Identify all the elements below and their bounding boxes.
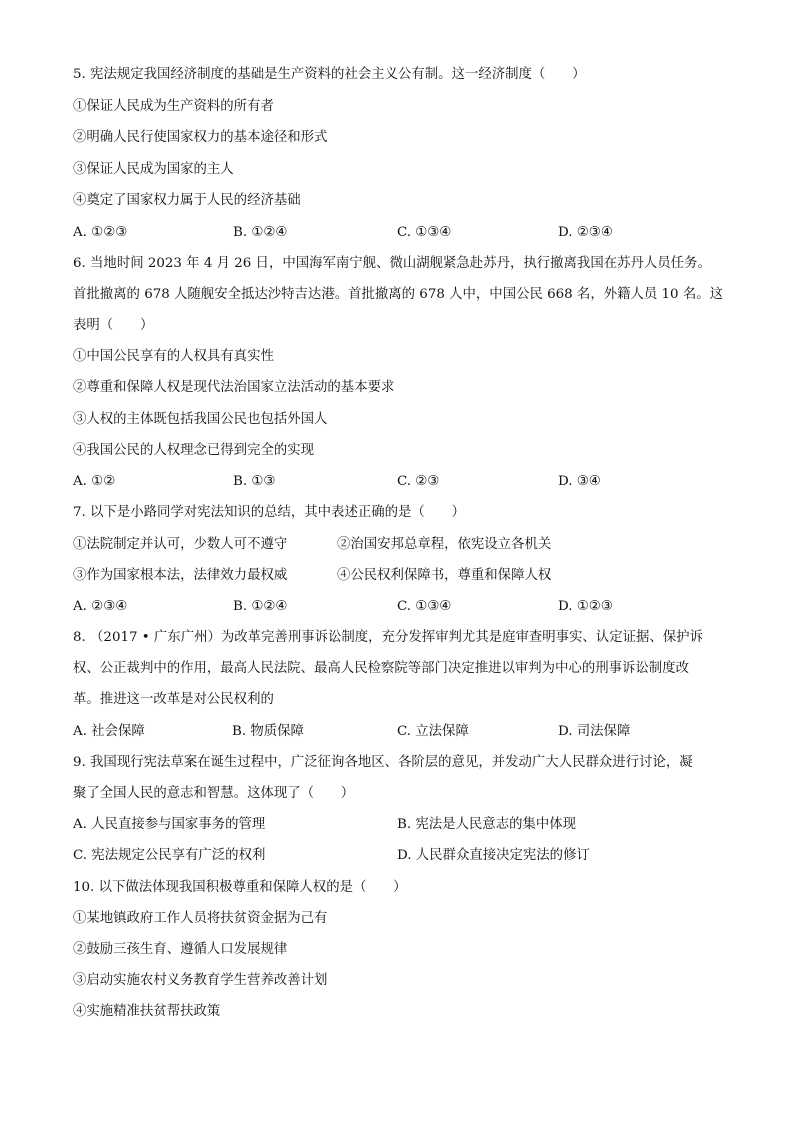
q5-statement-2: ②明确人民行使国家权力的基本途径和形式 [73,130,328,145]
q8-option-a[interactable]: A. 社会保障 [73,724,145,739]
q7-statement-1: ①法院制定并认可，少数人可不遵守 [73,537,288,552]
q5-option-d[interactable]: D. ②③④ [558,225,613,240]
q10-stem: 10. 以下做法体现我国积极尊重和保障人权的是（ ） [73,880,407,895]
q6-option-d[interactable]: D. ③④ [558,474,601,489]
q7-options [73,598,733,616]
q8-stem-line-2: 权、公正裁判中的作用，最高人民法院、最高人民检察院等部门决定推进以审判为中心的刑事诉讼制度改 [73,661,689,676]
q8-options [73,723,733,741]
q7-statement-2: ②治国安邦总章程，依宪设立各机关 [337,537,552,552]
q5-option-c[interactable]: C. ①③④ [397,225,452,240]
q7-statement-3: ③作为国家根本法，法律效力最权威 [73,568,288,583]
q9-options-row-1 [73,816,733,834]
q6-statement-2: ②尊重和保障人权是现代法治国家立法活动的基本要求 [73,380,395,395]
q8-stem-line-3: 革。推进这一改革是对公民权利的 [73,692,274,707]
q5-option-b[interactable]: B. ①②④ [233,225,288,240]
q9-option-b[interactable]: B. 宪法是人民意志的集中体现 [397,817,577,832]
q6-statement-1: ①中国公民享有的人权具有真实性 [73,349,274,364]
q5-statement-1: ①保证人民成为生产资料的所有者 [73,99,274,114]
q6-statement-3: ③人权的主体既包括我国公民也包括外国人 [73,412,328,427]
q6-option-c[interactable]: C. ②③ [397,474,440,489]
q9-option-a[interactable]: A. 人民直接参与国家事务的管理 [73,817,266,832]
q5-statement-3: ③保证人民成为国家的主人 [73,162,234,177]
q9-stem-line-1: 9. 我国现行宪法草案在诞生过程中，广泛征询各地区、各阶层的意见，并发动广大人民群众进行讨论，凝 [73,755,693,770]
q9-option-c[interactable]: C. 宪法规定公民享有广泛的权利 [73,848,266,863]
q5-options [73,224,733,242]
q5-statement-4: ④奠定了国家权力属于人民的经济基础 [73,193,301,208]
q7-statements-row-1 [73,536,733,554]
q9-option-d[interactable]: D. 人民群众直接决定宪法的修订 [397,848,590,863]
q7-stem: 7. 以下是小路同学对宪法知识的总结，其中表述正确的是（ ） [73,505,465,520]
q7-statements-row-2 [73,567,733,585]
q10-statement-3: ③启动实施农村义务教育学生营养改善计划 [73,973,328,988]
q6-stem-line-1: 6. 当地时间 2023 年 4 月 26 日，中国海军南宁舰、微山湖舰紧急赴苏丹，执行撤离我国在苏丹人员任务。 [73,256,711,271]
q9-options-row-2 [73,847,733,865]
q8-stem-line-1: 8. （2017 • 广东广州）为改革完善刑事诉讼制度，充分发挥审判尤其是庭审查明事实、认定证据、保护诉 [73,630,703,645]
q6-stem-line-2: 首批撤离的 678 人随舰安全抵达沙特吉达港。首批撤离的 678 人中，中国公民 668 名，外籍人员 10 名。这 [73,287,723,302]
q7-option-b[interactable]: B. ①②④ [233,599,288,614]
q7-statement-4: ④公民权利保障书，尊重和保障人权 [337,568,552,583]
q5-option-a[interactable]: A. ①②③ [73,225,128,240]
q6-options [73,473,733,491]
q7-option-c[interactable]: C. ①③④ [397,599,452,614]
q10-statement-1: ①某地镇政府工作人员将扶贫资金据为己有 [73,911,328,926]
q6-statement-4: ④我国公民的人权理念已得到完全的实现 [73,443,315,458]
q10-statement-4: ④实施精准扶贫帮扶政策 [73,1004,221,1019]
q6-stem-line-3: 表明（ ） [73,318,154,333]
q6-option-a[interactable]: A. ①② [73,474,116,489]
q9-stem-line-2: 聚了全国人民的意志和智慧。这体现了（ ） [73,786,355,801]
q8-option-d[interactable]: D. 司法保障 [558,724,631,739]
q8-option-b[interactable]: B. 物质保障 [232,724,304,739]
q8-option-c[interactable]: C. 立法保障 [397,724,469,739]
q6-option-b[interactable]: B. ①③ [233,474,276,489]
q5-stem: 5. 宪法规定我国经济制度的基础是生产资料的社会主义公有制。这一经济制度（ ） [73,67,586,82]
q7-option-d[interactable]: D. ①②③ [558,599,613,614]
q7-option-a[interactable]: A. ②③④ [73,599,128,614]
q10-statement-2: ②鼓励三孩生育、遵循人口发展规律 [73,942,288,957]
